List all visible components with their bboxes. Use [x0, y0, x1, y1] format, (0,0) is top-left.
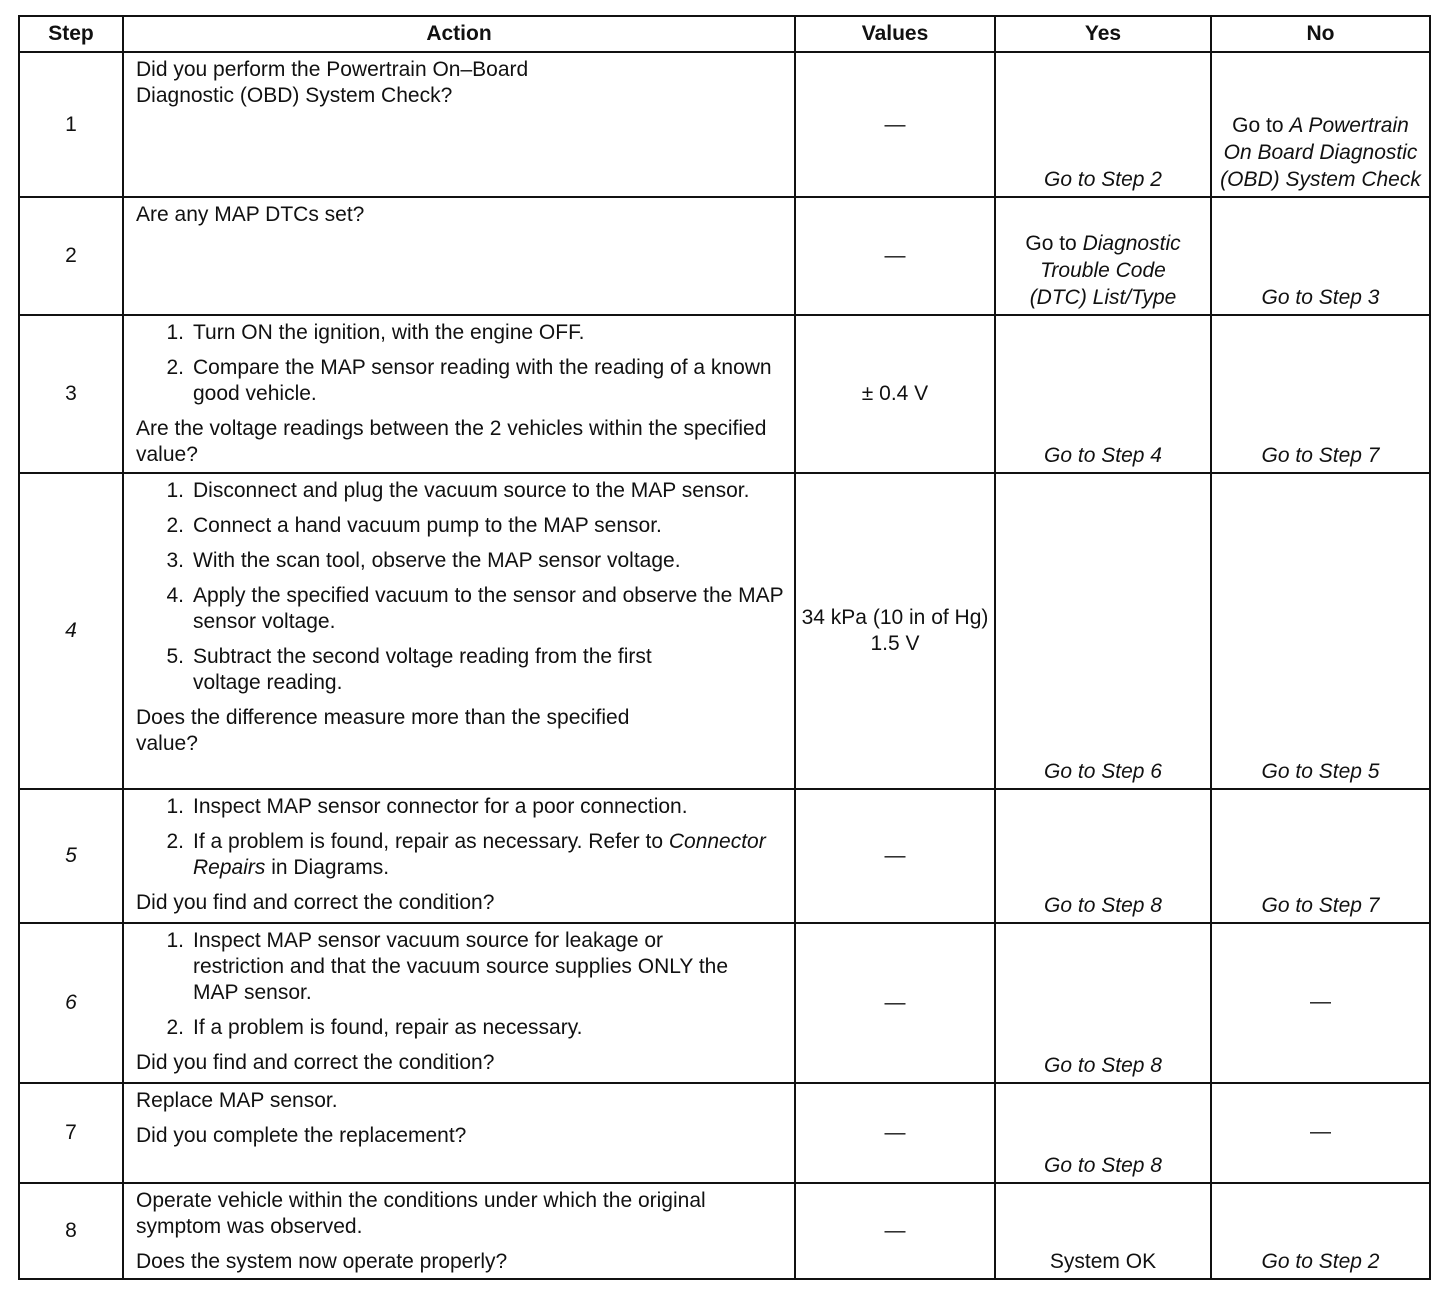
action-question: Did you perform the Powertrain On–Board Diagnostic (OBD) System Check?	[136, 58, 529, 107]
list-item-text: Disconnect and plug the vacuum source to the MAP sensor.	[193, 479, 750, 502]
table-row-step-5	[19, 789, 1430, 923]
value-cell: —	[795, 197, 995, 315]
action-steps	[136, 320, 786, 407]
list-item: 1. Disconnect and plug the vacuum source to the MAP sensor.	[166, 479, 750, 502]
step-number: 4	[19, 473, 123, 789]
list-item-text-tail: in Diagrams.	[265, 856, 390, 879]
no-cell	[1211, 197, 1430, 315]
list-item-text: Turn ON the ignition, with the engine OFF.	[193, 321, 585, 344]
step-number: 8	[19, 1183, 123, 1279]
table-row-step-1	[19, 52, 1430, 197]
yes-cell	[995, 52, 1211, 197]
action-question: Does the difference measure more than the specified value?	[136, 706, 630, 755]
list-item: 1. Inspect MAP sensor vacuum source for leakage or restriction and that the vacuum source supplies ONLY the MAP sensor.	[166, 929, 729, 1004]
no-link-target: A Powertrain On Board Diagnostic (OBD) System Check	[1220, 114, 1421, 191]
table-row-step-8	[19, 1183, 1430, 1279]
no-cell	[1211, 789, 1430, 923]
action-cell	[123, 1083, 795, 1183]
yes-link[interactable]: Go to Step 8	[1044, 1154, 1162, 1177]
list-item-text: Subtract the second voltage reading from the first voltage reading.	[193, 645, 652, 694]
list-item: 4. Apply the specified vacuum to the sensor and observe the MAP sensor voltage.	[166, 584, 784, 633]
no-link[interactable]: Go to Step 2	[1261, 1250, 1380, 1273]
no-link[interactable]	[1220, 114, 1421, 191]
no-link-prefix: Go to	[1232, 114, 1290, 137]
connector-repairs-reference[interactable]: Connector Repairs	[193, 830, 766, 879]
yes-link[interactable]: Go to Step 2	[1044, 168, 1162, 191]
action-question: Are any MAP DTCs set?	[136, 203, 365, 226]
yes-link[interactable]: Go to Step 4	[1044, 444, 1162, 467]
no-link[interactable]: Go to Step 7	[1261, 894, 1380, 917]
yes-link-prefix: Go to	[1025, 232, 1083, 255]
yes-cell	[995, 197, 1211, 315]
value-cell: —	[795, 1083, 995, 1183]
action-question: Did you complete the replacement?	[136, 1124, 467, 1147]
list-item-text: Inspect MAP sensor connector for a poor connection.	[193, 795, 688, 818]
list-item-text: Compare the MAP sensor reading with the reading of a known good vehicle.	[193, 356, 772, 405]
diagnostic-table	[18, 15, 1431, 1280]
header-row	[19, 16, 1430, 52]
no-cell: —	[1211, 923, 1430, 1083]
action-question: Are the voltage readings between the 2 vehicles within the specified value?	[136, 417, 767, 466]
value-cell: —	[795, 1183, 995, 1279]
list-item: 5. Subtract the second voltage reading from the first voltage reading.	[166, 645, 652, 694]
table-row-step-4	[19, 473, 1430, 789]
action-cell	[123, 789, 795, 923]
action-cell	[123, 52, 795, 197]
action-cell	[123, 315, 795, 473]
yes-result: System OK	[1049, 1250, 1157, 1273]
action-question: Did you find and correct the condition?	[136, 891, 495, 914]
no-cell	[1211, 473, 1430, 789]
list-item: 2. If a problem is found, repair as necessary. Refer to Connector Repairs in Diagrams.	[166, 830, 766, 879]
yes-link[interactable]: Go to Step 8	[1044, 1054, 1162, 1077]
yes-cell	[995, 473, 1211, 789]
action-cell	[123, 923, 795, 1083]
yes-cell	[995, 923, 1211, 1083]
action-statement: Replace MAP sensor.	[136, 1089, 338, 1112]
yes-cell	[995, 1083, 1211, 1183]
no-cell	[1211, 52, 1430, 197]
no-link[interactable]: Go to Step 7	[1261, 444, 1380, 467]
table-row-step-6	[19, 923, 1430, 1083]
list-item-text: With the scan tool, observe the MAP sensor voltage.	[193, 549, 681, 572]
yes-cell	[995, 1183, 1211, 1279]
value-cell: —	[795, 923, 995, 1083]
no-link[interactable]: Go to Step 3	[1261, 286, 1380, 309]
action-cell	[123, 197, 795, 315]
value-cell: —	[795, 789, 995, 923]
list-item-text: If a problem is found, repair as necessary.	[193, 1016, 583, 1039]
list-item-text: If a problem is found, repair as necessary. Refer to	[193, 830, 669, 853]
step-number: 5	[19, 789, 123, 923]
no-cell: —	[1211, 1083, 1430, 1183]
table-row-step-2	[19, 197, 1430, 315]
table-row-step-3	[19, 315, 1430, 473]
yes-cell	[995, 789, 1211, 923]
action-steps	[136, 794, 786, 881]
header-yes: Yes	[995, 16, 1211, 52]
table-row-step-7	[19, 1083, 1430, 1183]
action-question: Did you find and correct the condition?	[136, 1051, 495, 1074]
value-cell: —	[795, 52, 995, 197]
step-number: 3	[19, 315, 123, 473]
action-cell	[123, 1183, 795, 1279]
action-statement: Operate vehicle within the conditions under which the original symptom was observed.	[136, 1189, 706, 1238]
no-cell	[1211, 1183, 1430, 1279]
yes-link-target: Diagnostic Trouble Code (DTC) List/Type	[1029, 232, 1181, 309]
list-item-text: Apply the specified vacuum to the sensor and observe the MAP sensor voltage.	[193, 584, 784, 633]
list-item-text: Connect a hand vacuum pump to the MAP sensor.	[193, 514, 662, 537]
list-item: 2. Compare the MAP sensor reading with the reading of a known good vehicle.	[166, 356, 772, 405]
header-values: Values	[795, 16, 995, 52]
value-cell: 34 kPa (10 in of Hg) 1.5 V	[795, 473, 995, 789]
step-number: 2	[19, 197, 123, 315]
action-question: Does the system now operate properly?	[136, 1250, 508, 1273]
list-item: 1. Turn ON the ignition, with the engine OFF.	[166, 321, 585, 344]
no-cell	[1211, 315, 1430, 473]
yes-link[interactable]	[1025, 232, 1180, 309]
header-step: Step	[19, 16, 123, 52]
header-action: Action	[123, 16, 795, 52]
list-item-text: Inspect MAP sensor vacuum source for leakage or restriction and that the vacuum source supplies ONLY the MAP sensor.	[193, 929, 729, 1004]
yes-cell	[995, 315, 1211, 473]
list-item: 2. If a problem is found, repair as necessary.	[166, 1016, 583, 1039]
action-cell	[123, 473, 795, 789]
list-item: 2. Connect a hand vacuum pump to the MAP sensor.	[166, 514, 662, 537]
step-number: 6	[19, 923, 123, 1083]
no-link[interactable]: Go to Step 5	[1261, 760, 1380, 783]
value-cell: ± 0.4 V	[795, 315, 995, 473]
step-number: 7	[19, 1083, 123, 1183]
step-number: 1	[19, 52, 123, 197]
yes-link[interactable]: Go to Step 8	[1044, 894, 1162, 917]
list-item: 3. With the scan tool, observe the MAP sensor voltage.	[166, 549, 681, 572]
list-item: 1. Inspect MAP sensor connector for a poor connection.	[166, 795, 688, 818]
header-no: No	[1211, 16, 1430, 52]
yes-link[interactable]: Go to Step 6	[1044, 760, 1162, 783]
action-steps	[136, 928, 786, 1041]
action-steps	[136, 478, 786, 696]
